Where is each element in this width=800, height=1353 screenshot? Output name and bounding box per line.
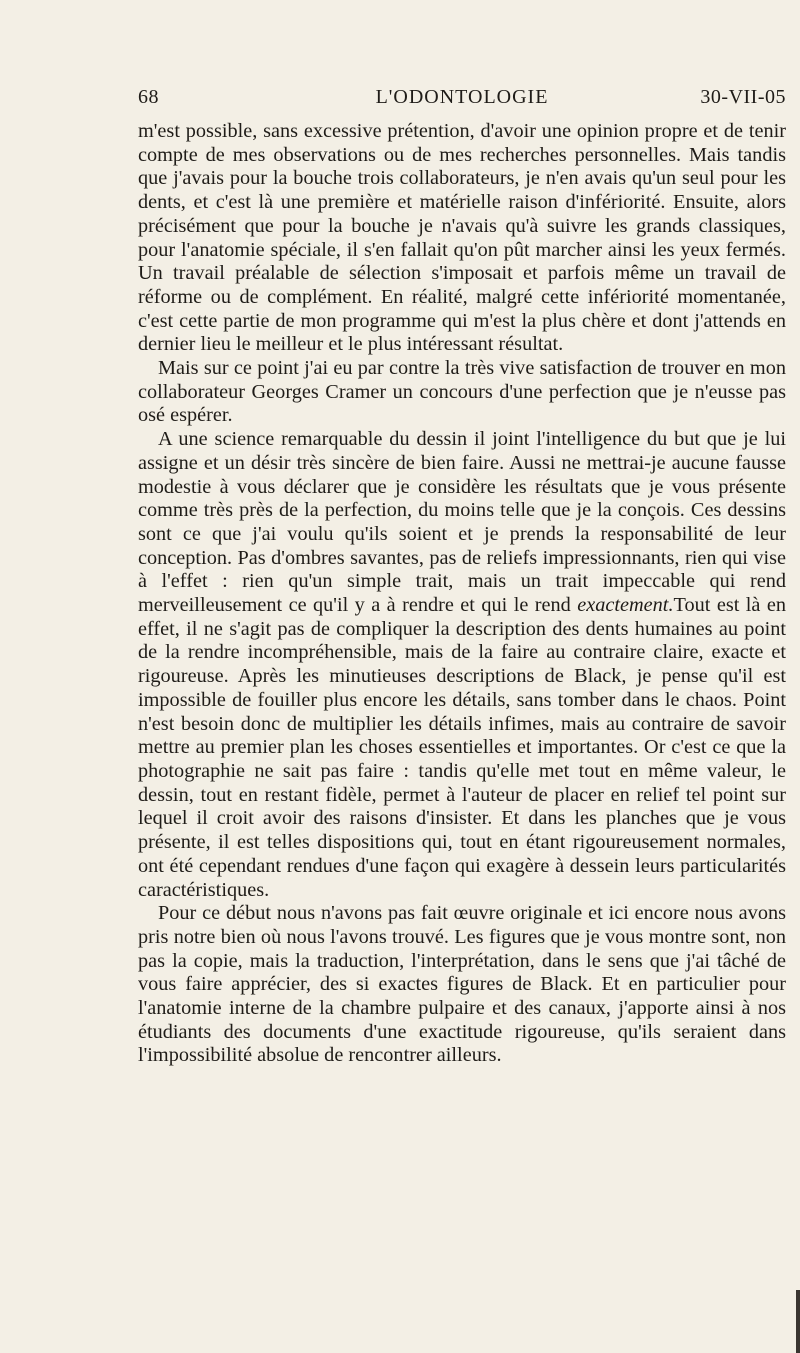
paragraph: m'est possible, sans excessive prétention, d'avoir une opinion propre et de tenir compte de mes observations ou de mes recherches personnelles. Mais tandis que j'avais pour la bouche trois collaborateurs, je n'en avais qu'un seul pour les dents, et c'est là une première et matérielle raison d'infériorité. Ensuite, alors précisément que pour la bouche je n'avais qu'à suivre les grands classiques, pour l'anatomie spéciale, il s'en fallait qu'on pût marcher ainsi les yeux fermés. Un travail préalable de sélection s'imposait et parfois même un travail de réforme ou de complément. En réalité, malgré cette infériorité momentanée, c'est cette partie de mon programme qui m'est la plus chère et dont j'attends en dernier lieu le meilleur et le plus intéressant résultat. [138, 120, 786, 356]
paragraph: A une science remarquable du dessin il joint l'intelligence du but que je lui assigne et un désir très sincère de bien faire. Aussi ne mettrai-je aucune fausse modestie à vous déclarer que je considère les résultats que je vous présente comme très près de la perfection, du moins telle que je la conçois. Ces dessins sont ce que j'ai voulu qu'ils soient et je prends la responsabilité de leur conception. Pas d'ombres savantes, pas de reliefs impressionnants, rien qui vise à l'effet : rien qu'un simple trait, mais un trait impeccable qui rend merveilleusement ce qu'il y a à rendre et qui le rend exactement.Tout est là en effet, il ne s'agit pas de compliquer la description des dents humaines au point de la rendre incompréhensible, mais de la faire au contraire claire, exacte et rigoureuse. Après les minutieuses descriptions de Black, je pense qu'il est impossible de fouiller plus encore les détails, sans tomber dans le chaos. Point n'est besoin donc de multiplier les détails infimes, mais au contraire de savoir mettre au premier plan les choses essentielles et importantes. Or c'est ce que la photographie ne sait pas faire : tandis qu'elle met tout en même valeur, le dessin, tout en restant fidèle, permet à l'auteur de placer en relief tel point sur lequel il croit avoir des raisons d'insister. Et dans les planches que je vous présente, il est telles dispositions qui, tout en étant rigoureusement normales, ont été cependant rendues d'une façon qui exagère à dessein leurs particularités caractéristiques. [138, 428, 786, 901]
running-header [138, 86, 786, 112]
paragraph: Mais sur ce point j'ai eu par contre la très vive satisfaction de trouver en mon collaborateur Georges Cramer un concours d'une perfection que je n'eusse pas osé espérer. [138, 357, 786, 427]
body-text [138, 120, 786, 1068]
page-number: 68 [138, 86, 159, 108]
page-edge-shadow [796, 1290, 800, 1353]
emphasis: exactement. [577, 594, 674, 617]
journal-title: L'ODONTOLOGIE [375, 86, 549, 108]
paragraph: Pour ce début nous n'avons pas fait œuvre originale et ici encore nous avons pris notre bien où nous l'avons trouvé. Les figures que je vous montre sont, non pas la copie, mais la traduction, l'interprétation, dans le sens que j'ai tâché de vous faire apprécier, des si exactes figures de Black. Et en particulier pour l'anatomie interne de la chambre pulpaire et des canaux, j'apporte ainsi à nos étudiants des documents d'une exactitude rigoureuse, qu'ils seraient dans l'impossibilité absolue de rencontrer ailleurs. [138, 902, 786, 1067]
issue-date: 30-VII-05 [700, 86, 786, 108]
